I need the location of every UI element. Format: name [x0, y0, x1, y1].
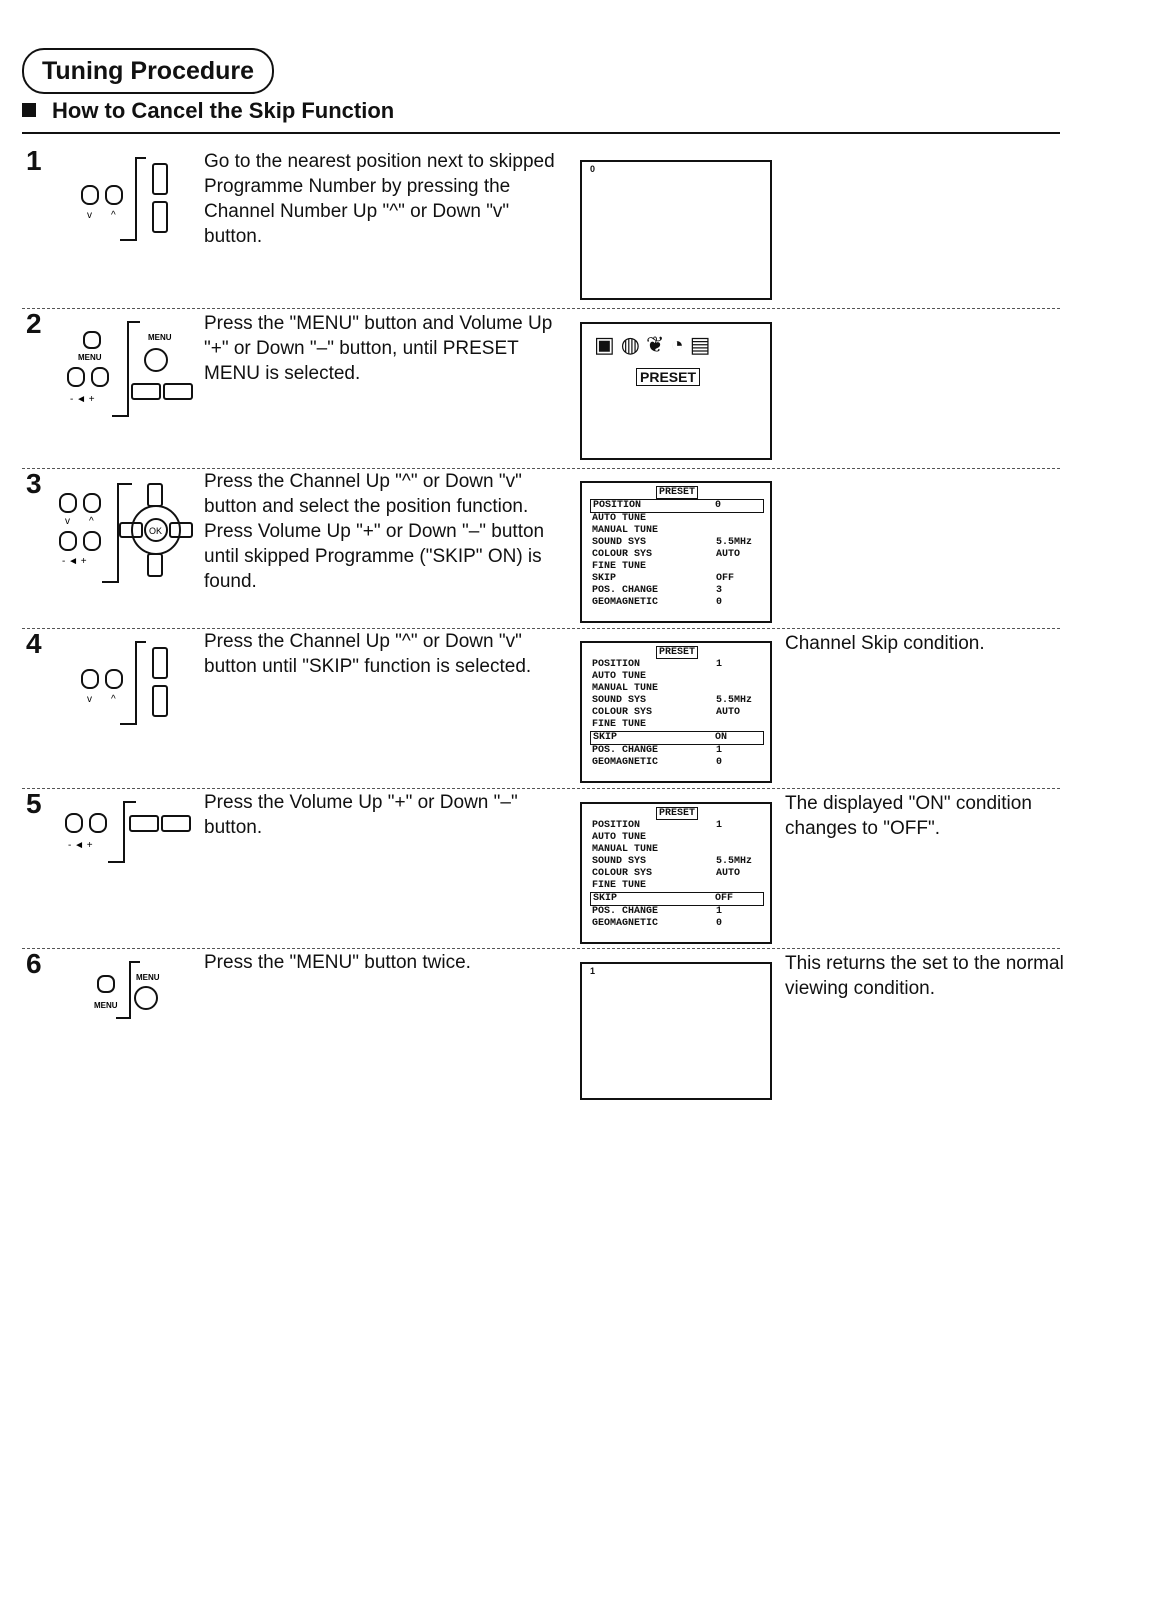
menu-item-label: SKIP [593, 893, 618, 904]
tv-screen [580, 802, 772, 944]
menu-title-text: PRESET [656, 486, 698, 499]
menu-row [590, 549, 764, 561]
step-note: The displayed "ON" condition changes to "OFF". [785, 793, 1032, 839]
menu-item-value [716, 561, 762, 573]
menu-item-value: 5.5MHz [716, 537, 753, 548]
menu-item-label: GEOMAGNETIC [592, 597, 659, 608]
timer-icon: ◔ [670, 332, 690, 357]
menu-row [590, 844, 764, 856]
menu-item-label: SOUND SYS [592, 695, 647, 706]
step-note: Channel Skip condition. [785, 633, 985, 654]
svg-text:MENU: MENU [148, 333, 172, 342]
menu-item-value: OFF [716, 573, 735, 584]
tv-screen [580, 160, 772, 300]
menu-item-label: GEOMAGNETIC [592, 918, 659, 929]
menu-item-value: 3 [716, 585, 723, 596]
step-instruction: Press the Channel Up "^" or Down "v" button until "SKIP" function is selected. [204, 631, 532, 677]
volume-buttons-icon [56, 796, 206, 876]
menu-row [590, 880, 764, 892]
menu-row [590, 719, 764, 731]
menu-item-label: POSITION [592, 820, 641, 831]
menu-title [590, 808, 764, 820]
square-bullet-icon [22, 103, 36, 117]
tv-screen [580, 322, 772, 460]
menu-item-label: FINE TUNE [592, 880, 647, 891]
svg-text:^: ^ [111, 694, 116, 705]
menu-button-icon [56, 958, 196, 1028]
tv-screen [580, 481, 772, 623]
menu-item-label: SKIP [592, 573, 617, 584]
menu-item-value [716, 880, 762, 892]
step-number: 1 [26, 145, 42, 176]
menu-row [590, 499, 764, 513]
menu-item-label: SOUND SYS [592, 856, 647, 867]
step-number: 5 [26, 788, 42, 819]
menu-item-label: POS. CHANGE [592, 745, 659, 756]
preset-menu [590, 487, 764, 609]
subheading [22, 98, 394, 124]
menu-item-label: AUTO TUNE [592, 832, 647, 843]
step-instruction: Press the Volume Up "+" or Down "–" button. [204, 792, 518, 838]
menu-item-value: 5.5MHz [716, 856, 753, 867]
menu-item-value: ON [715, 732, 728, 743]
menu-row [590, 757, 764, 769]
menu-item-label: FINE TUNE [592, 561, 647, 572]
menu-row [590, 671, 764, 683]
menu-item-label: COLOUR SYS [592, 707, 653, 718]
menu-item-label: COLOUR SYS [592, 549, 653, 560]
step-number: 4 [26, 628, 42, 659]
svg-text:- ◄ +: - ◄ + [68, 840, 93, 851]
menu-item-label: POSITION [592, 659, 641, 670]
menu-item-label: MANUAL TUNE [592, 844, 659, 855]
menu-volume-buttons-icon [56, 318, 196, 423]
menu-row [590, 731, 764, 745]
svg-text:- ◄ +: - ◄ + [70, 394, 95, 405]
menu-row [590, 745, 764, 757]
channel-buttons-icon [56, 636, 196, 731]
menu-row [590, 918, 764, 930]
menu-row [590, 856, 764, 868]
navigation-buttons-icon [56, 478, 206, 590]
menu-item-value: 1 [716, 745, 723, 756]
menu-title [590, 487, 764, 499]
subheading-text: How to Cancel the Skip Function [52, 98, 395, 123]
step-number: 2 [26, 308, 42, 339]
menu-row [590, 585, 764, 597]
menu-item-value: 1 [716, 820, 723, 831]
menu-title [590, 647, 764, 659]
menu-item-value: 0 [716, 597, 723, 608]
svg-text:v: v [65, 516, 70, 527]
menu-item-value [716, 671, 762, 683]
menu-row [590, 892, 764, 906]
menu-item-value [716, 513, 762, 525]
menu-item-value: 1 [716, 659, 723, 670]
svg-text:MENU: MENU [78, 353, 102, 362]
step-number: 6 [26, 948, 42, 979]
step-instruction: Go to the nearest position next to skipped Programme Number by pressing the Channel Number Up "^" or Down "v" button. [204, 151, 555, 247]
menu-row [590, 561, 764, 573]
menu-title-text: PRESET [656, 646, 698, 659]
menu-item-value: AUTO [716, 707, 741, 718]
preset-menu [590, 647, 764, 769]
step-note: This returns the set to the normal viewing condition. [785, 953, 1064, 999]
svg-text:MENU: MENU [136, 973, 160, 982]
screen-position-number: 0 [590, 164, 596, 174]
menu-item-label: COLOUR SYS [592, 868, 653, 879]
menu-item-label: POSITION [593, 500, 642, 511]
menu-row [590, 659, 764, 671]
menu-row [590, 537, 764, 549]
screen-position-number: 1 [590, 966, 596, 976]
svg-text:v: v [87, 694, 92, 705]
menu-item-value [716, 719, 762, 731]
step-divider [22, 308, 1060, 309]
menu-row [590, 525, 764, 537]
menu-item-value: OFF [715, 893, 734, 904]
menu-row [590, 707, 764, 719]
section-title: Tuning Procedure [22, 48, 274, 94]
menu-row [590, 683, 764, 695]
menu-item-label: AUTO TUNE [592, 513, 647, 524]
menu-row [590, 513, 764, 525]
menu-item-label: SOUND SYS [592, 537, 647, 548]
menu-item-value: 0 [715, 500, 722, 511]
title-rule [22, 132, 1060, 134]
menu-item-value: AUTO [716, 868, 741, 879]
preset-label: PRESET [636, 368, 700, 386]
tv-screen [580, 962, 772, 1100]
menu-item-value: AUTO [716, 549, 741, 560]
menu-item-label: POS. CHANGE [592, 585, 659, 596]
menu-item-label: FINE TUNE [592, 719, 647, 730]
tv-screen [580, 641, 772, 783]
step-instruction: Press the "MENU" button and Volume Up "+" or Down "–" button, until PRESET MENU is selected. [204, 313, 553, 384]
menu-row [590, 906, 764, 918]
menu-item-value: 0 [716, 757, 723, 768]
step-divider [22, 788, 1060, 789]
menu-row [590, 832, 764, 844]
menu-item-label: MANUAL TUNE [592, 525, 659, 536]
svg-text:MENU: MENU [94, 1001, 118, 1010]
svg-text:^: ^ [89, 516, 94, 527]
menu-row [590, 820, 764, 832]
menu-item-value [716, 683, 762, 695]
feature-icon: ❦ [646, 332, 671, 357]
svg-text:OK: OK [149, 526, 163, 536]
step-instruction: Press the Channel Up "^" or Down "v" button and select the position function. Press Volume Up "+" or Down "–" button until skipped Programme ("SKIP" ON) is found. [204, 471, 545, 592]
menu-item-value: 1 [716, 906, 723, 917]
menu-title-text: PRESET [656, 807, 698, 820]
preset-menu [590, 808, 764, 930]
svg-text:v: v [87, 210, 92, 221]
menu-item-label: POS. CHANGE [592, 906, 659, 917]
menu-item-label: SKIP [593, 732, 618, 743]
menu-item-label: AUTO TUNE [592, 671, 647, 682]
menu-item-value: 5.5MHz [716, 695, 753, 706]
menu-item-value [716, 832, 762, 844]
picture-icon: ▣ [594, 332, 621, 357]
step-divider [22, 948, 1060, 949]
menu-row [590, 597, 764, 609]
preset-icon: ▤ [689, 332, 717, 357]
channel-buttons-icon [56, 152, 196, 247]
svg-text:^: ^ [111, 210, 116, 221]
menu-item-value [716, 844, 762, 856]
sound-icon: ◍ [620, 332, 646, 357]
menu-row [590, 868, 764, 880]
menu-item-value: 0 [716, 918, 723, 929]
menu-row [590, 573, 764, 585]
step-number: 3 [26, 468, 42, 499]
menu-item-label: MANUAL TUNE [592, 683, 659, 694]
svg-text:- ◄ +: - ◄ + [62, 556, 87, 567]
menu-row [590, 695, 764, 707]
step-instruction: Press the "MENU" button twice. [204, 952, 471, 973]
menu-icons [594, 332, 717, 358]
menu-item-label: GEOMAGNETIC [592, 757, 659, 768]
menu-item-value [716, 525, 762, 537]
